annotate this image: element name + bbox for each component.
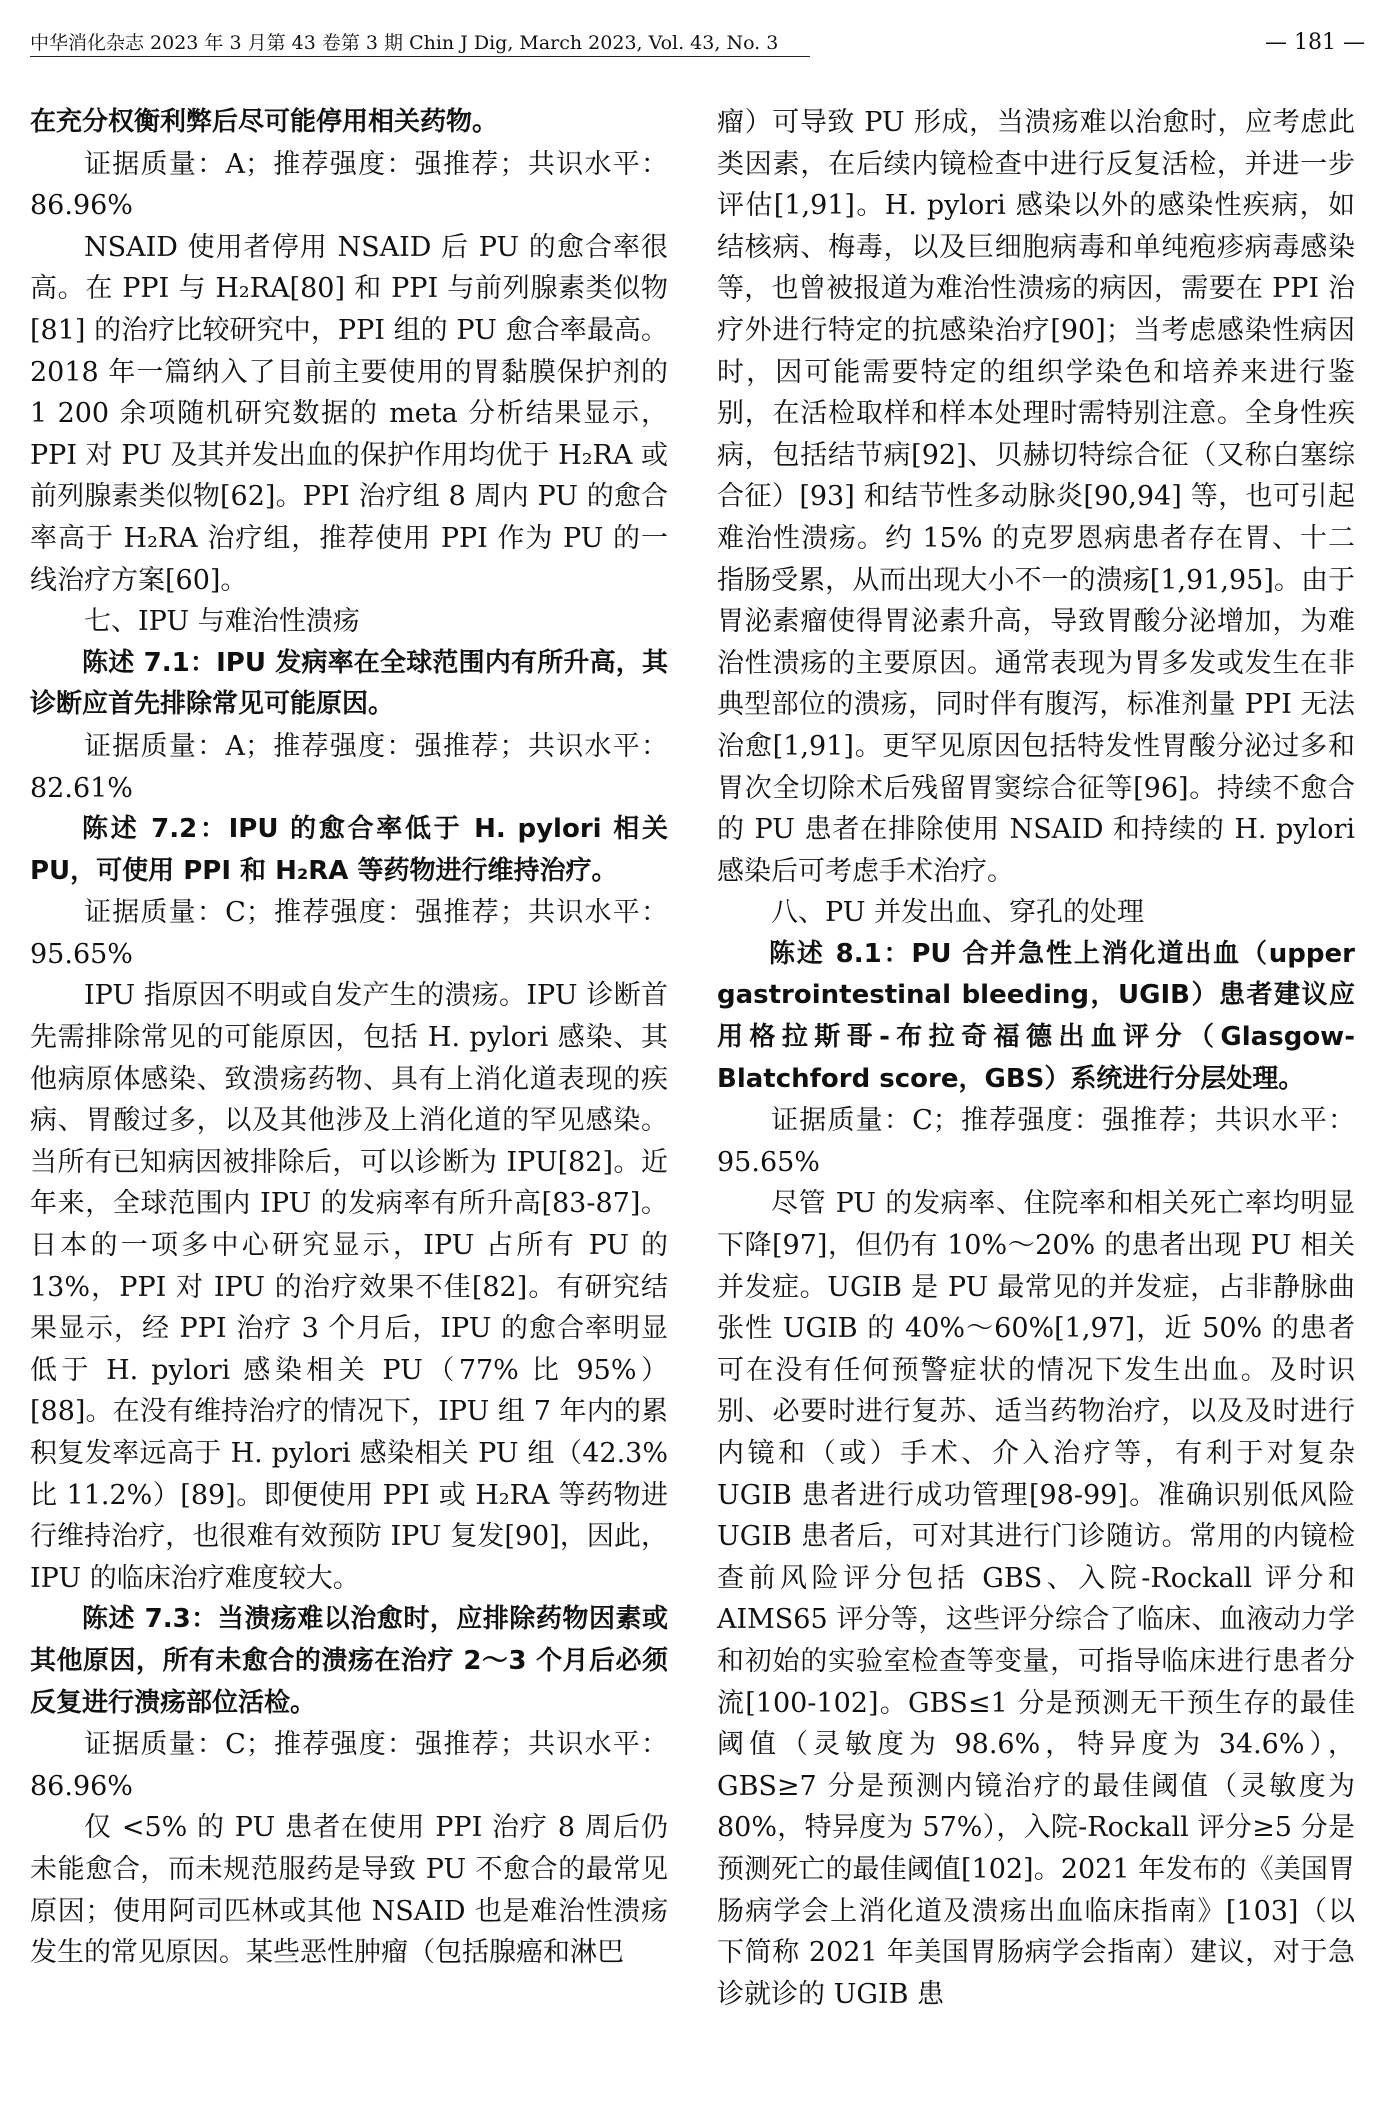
body-paragraph: 仅 <5% 的 PU 患者在使用 PPI 治疗 8 周后仍未能愈合，而未规范服药是导致 PU 不愈合的最常见原因；使用阿司匹林或其他 NSAID 也是难治性溃疡发生的常见原因。某些恶性肿瘤（包括腺癌和淋巴: [30, 1812, 668, 1969]
body-paragraph: NSAID 使用者停用 NSAID 后 PU 的愈合率很高。在 PPI 与 H₂RA[80] 和 PPI 与前列腺素类似物[81] 的治疗比较研究中，PPI 组的 PU 愈合率最高。2018 年一篇纳入了目前主要使用的胃黏膜保护剂的 1 200 余项随机研究数据的 meta 分析结果显示，PPI 对 PU 及其并发出血的保护作用均优于 H₂RA 或前列腺素类似物[62]。PPI 治疗组 8 周内 PU 的愈合率高于 H₂RA 治疗组，推荐使用 PPI 作为 PU 的一线治疗方案[60]。: [30, 231, 668, 596]
section-heading: 七、IPU 与难治性溃疡: [84, 606, 360, 638]
body-paragraph: 证据质量：C；推荐强度：强推荐；共识水平：95.65%: [717, 1105, 1355, 1178]
section-heading: 八、PU 并发出血、穿孔的处理: [771, 897, 1145, 929]
body-paragraph: 证据质量：A；推荐强度：强推荐；共识水平：82.61%: [30, 730, 668, 804]
body-paragraph: 尽管 PU 的发病率、住院率和相关死亡率均明显下降[97]，但仍有 10%～20% 的患者出现 PU 相关并发症。UGIB 是 PU 最常见的并发症，占非静脉曲张性 UGIB 的 40%～60%[1,97]，近 50% 的患者可在没有任何预警症状的情况下发生出血。及时识别、必要时进行复苏、适当药物治疗，以及及时进行内镜和（或）手术、介入治疗等，有利于对复杂 UGIB 患者进行成功管理[98-99]。准确识别低风险 UGIB 患者后，可对其进行门诊随访。常用的内镜检查前风险评分包括 GBS、入院-Rockall 评分和 AIMS65 评分等，这些评分综合了临床、血液动力学和初始的实验室检查等变量，可指导临床进行患者分流[100-102]。GBS≤1 分是预测无干预生存的最佳阈值（灵敏度为 98.6%，特异度为 34.6%），GBS≥7 分是预测内镜治疗的最佳阈值（灵敏度为 80%，特异度为 57%），入院-Rockall 评分≥5 分是预测死亡的最佳阈值[102]。2021 年发布的《美国胃肠病学会上消化道及溃疡出血临床指南》[103]（以下简称 2021 年美国胃肠病学会指南）建议，对于急诊就诊的 UGIB 患: [717, 1188, 1355, 2010]
body-paragraph: 瘤）可导致 PU 形成，当溃疡难以治愈时，应考虑此类因素，在后续内镜检查中进行反复活检，并进一步评估[1,91]。H. pylori 感染以外的感染性疾病，如结核病、梅毒，以及巨细胞病毒和单纯疱疹病毒感染等，也曾被报道为难治性溃疡的病因，需要在 PPI 治疗外进行特定的抗感染治疗[90]；当考虑感染性病因时，因可能需要特定的组织学染色和培养来进行鉴别，在活检取样和样本处理时需特别注意。全身性疾病，包括结节病[92]、贝赫切特综合征（又称白塞综合征）[93] 和结节性多动脉炎[90,94] 等，也可引起难治性溃疡。约 15% 的克罗恩病患者存在胃、十二指肠受累，从而出现大小不一的溃疡[1,91,95]。由于胃泌素瘤使得胃泌素升高，导致胃酸分泌增加，为难治性溃疡的主要原因。通常表现为胃多发或发生在非典型部位的溃疡，同时伴有腹泻，标准剂量 PPI 无法治愈[1,91]。更罕见原因包括特发性胃酸分泌过多和胃次全切除术后残留胃窦综合征等[96]。持续不愈合的 PU 患者在排除使用 NSAID 和持续的 H. pylori 感染后可考虑手术治疗。: [717, 107, 1355, 887]
body-paragraph: IPU 指原因不明或自发产生的溃疡。IPU 诊断首先需排除常见的可能原因，包括 H. pylori 感染、其他病原体感染、致溃疡药物、具有上消化道表现的疾病、胃酸过多，以及其他涉及上消化道的罕见感染。当所有已知病因被排除后，可以诊断为 IPU[82]。近年来，全球范围内 IPU 的发病率有所升高[83-87]。日本的一项多中心研究显示，IPU 占所有 PU 的 13%，PPI 对 IPU 的治疗效果不佳[82]。有研究结果显示，经 PPI 治疗 3 个月后，IPU 的愈合率明显低于 H. pylori 感染相关 PU（77% 比 95%）[88]。在没有维持治疗的情况下，IPU 组 7 年内的累积复发率远高于 H. pylori 感染相关 PU 组（42.3% 比 11.2%）[89]。即便使用 PPI 或 H₂RA 等药物进行维持治疗，也很难有效预防 IPU 复发[90]，因此，IPU 的临床治疗难度较大。: [30, 980, 668, 1594]
recommendation-statement: 在充分权衡利弊后尽可能停用相关药物。: [30, 107, 499, 137]
header-rule: [30, 56, 810, 57]
journal-citation: 中华消化杂志 2023 年 3 月第 43 卷第 3 期 Chin J Dig, March 2023, Vol. 43, No. 3: [30, 32, 779, 54]
recommendation-statement: 陈述 7.1：IPU 发病率在全球范围内有所升高，其诊断应首先排除常见可能原因。: [30, 647, 668, 720]
body-paragraph: 证据质量：C；推荐强度：强推荐；共识水平：95.65%: [30, 897, 668, 970]
left-column: [30, 102, 668, 1974]
page-number: — 181 —: [1265, 30, 1365, 55]
recommendation-statement: 陈述 8.1：PU 合并急性上消化道出血（upper gastrointestinal bleeding，UGIB）患者建议应用格拉斯哥-布拉奇福德出血评分（Glasgow-Blatchford score，GBS）系统进行分层处理。: [717, 938, 1355, 1094]
recommendation-statement: 陈述 7.3：当溃疡难以治愈时，应排除药物因素或其他原因，所有未愈合的溃疡在治疗 2～3 个月后必须反复进行溃疡部位活检。: [30, 1604, 668, 1718]
recommendation-statement: 陈述 7.2：IPU 的愈合率低于 H. pylori 相关 PU，可使用 PPI 和 H₂RA 等药物进行维持治疗。: [30, 814, 668, 886]
body-paragraph: 证据质量：A；推荐强度：强推荐；共识水平：86.96%: [30, 148, 668, 222]
body-paragraph: 证据质量：C；推荐强度：强推荐；共识水平：86.96%: [30, 1729, 668, 1802]
right-column: [717, 102, 1355, 2015]
running-header: [30, 24, 1365, 60]
